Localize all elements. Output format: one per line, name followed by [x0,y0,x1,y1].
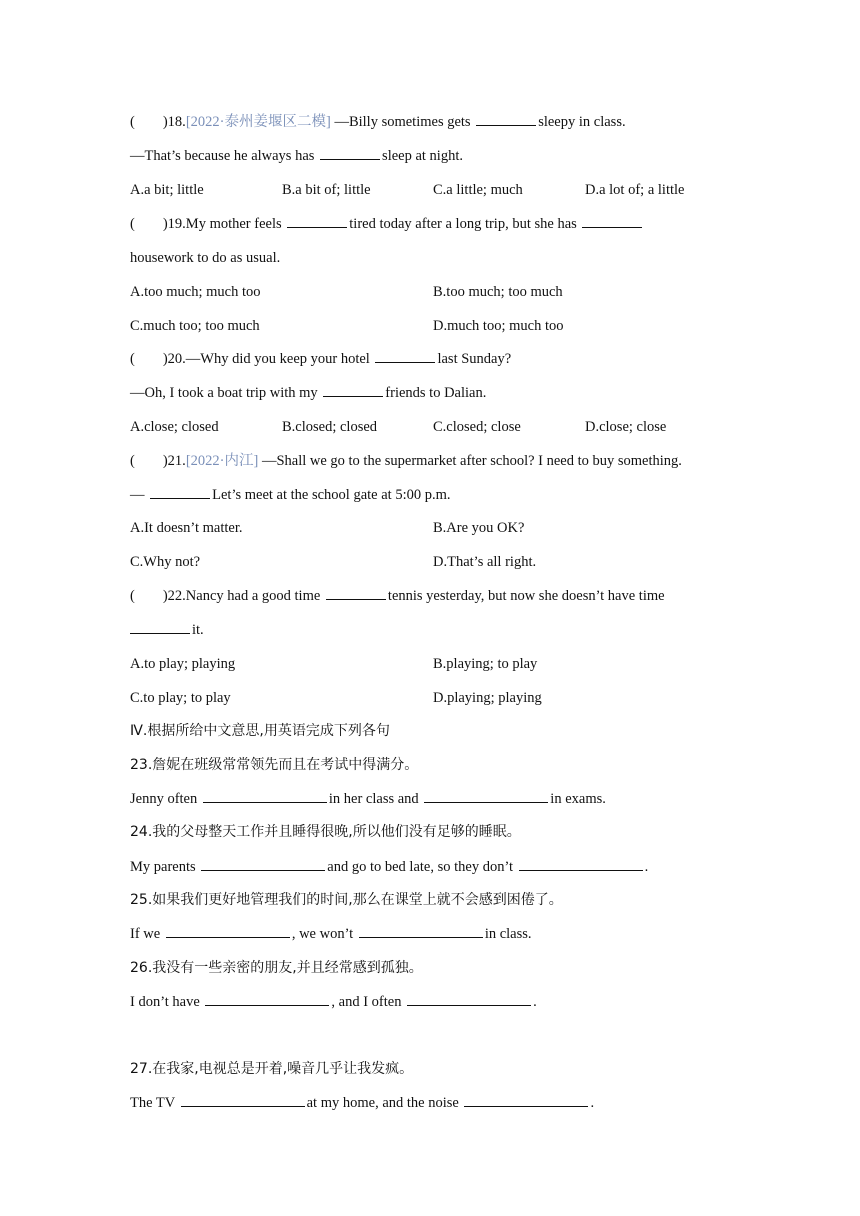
answer-paren: ( [130,216,135,232]
source-tag: [2022·泰州姜堰区二模] [185,114,331,130]
q19-option-b[interactable]: B.too much; too much [433,284,563,300]
blank[interactable] [582,215,642,228]
q25-chinese: 25.如果我们更好地管理我们的时间,那么在课堂上就不会感到困倦了。 [130,892,563,908]
q27-chinese: 27.在我家,电视总是开着,噪音几乎让我发疯。 [130,1061,414,1077]
q23-english: Jenny often in her class and in exams. [130,791,606,807]
blank[interactable] [130,621,190,634]
blank[interactable] [287,215,347,228]
q22-line2: it. [130,621,204,639]
blank[interactable] [166,925,290,938]
blank[interactable] [150,486,210,499]
q24-english: My parents and go to bed late, so they don’t . [130,859,649,875]
q21-line2: — Let’s meet at the school gate at 5:00 p.m. [130,487,451,503]
blank[interactable] [320,147,380,160]
q18-option-b[interactable]: B.a bit of; little [282,182,371,198]
q20-stem: ( )20.—Why did you keep your hotel last Sunday? [130,351,512,367]
q22-option-d[interactable]: D.playing; playing [433,690,542,706]
blank[interactable] [181,1094,305,1107]
blank[interactable] [205,993,329,1006]
blank[interactable] [323,384,383,397]
blank[interactable] [464,1094,588,1107]
q21-option-a[interactable]: A.It doesn’t matter. [130,520,243,536]
blank[interactable] [407,993,531,1006]
q19-stem: ( )19.My mother feels tired today after a long trip, but she has [130,215,644,233]
blank[interactable] [203,790,327,803]
q19-option-c[interactable]: C.much too; too much [130,318,260,334]
q18-option-c[interactable]: C.a little; much [433,182,523,198]
answer-paren: ( [130,114,135,130]
blank[interactable] [375,350,435,363]
q26-english: I don’t have , and I often . [130,994,537,1010]
q20-option-a[interactable]: A.close; closed [130,419,219,435]
q22-option-c[interactable]: C.to play; to play [130,690,231,706]
q18-option-a[interactable]: A.a bit; little [130,182,204,198]
section-title: Ⅳ.根据所给中文意思,用英语完成下列各句 [130,723,390,739]
q18-stem: ( )18.[2022·泰州姜堰区二模] —Billy sometimes gets sleepy in class. [130,114,626,130]
blank[interactable] [201,858,325,871]
q24-chinese: 24.我的父母整天工作并且睡得很晚,所以他们没有足够的睡眠。 [130,824,521,840]
q21-stem: ( )21.[2022·内江] —Shall we go to the supermarket after school? I need to buy something. [130,453,682,469]
answer-paren: ( [130,588,135,604]
q27-english: The TV at my home, and the noise . [130,1095,595,1111]
q19-option-a[interactable]: A.too much; much too [130,284,261,300]
blank[interactable] [476,113,536,126]
answer-paren: ( [130,351,135,367]
source-tag: [2022·内江] [185,453,259,469]
q22-stem: ( )22.Nancy had a good time tennis yesterday, but now she doesn’t have time [130,588,665,604]
q19-option-d[interactable]: D.much too; much too [433,318,564,334]
blank[interactable] [519,858,643,871]
q25-english: If we , we won’t in class. [130,926,532,942]
q18-line2: —That’s because he always has sleep at night. [130,148,463,164]
q20-option-b[interactable]: B.closed; closed [282,419,378,435]
answer-paren: ( [130,453,135,469]
q22-option-b[interactable]: B.playing; to play [433,656,538,672]
q18-option-d[interactable]: D.a lot of; a little [585,182,685,198]
q21-option-b[interactable]: B.Are you OK? [433,520,525,536]
blank[interactable] [359,925,483,938]
q20-line2: —Oh, I took a boat trip with my friends to Dalian. [130,385,487,401]
q19-line2: housework to do as usual. [130,250,281,266]
q21-option-d[interactable]: D.That’s all right. [433,554,537,570]
blank[interactable] [326,587,386,600]
q20-option-d[interactable]: D.close; close [585,419,667,435]
blank[interactable] [424,790,548,803]
q22-option-a[interactable]: A.to play; playing [130,656,236,672]
q26-chinese: 26.我没有一些亲密的朋友,并且经常感到孤独。 [130,960,423,976]
q21-option-c[interactable]: C.Why not? [130,554,201,570]
q23-chinese: 23.詹妮在班级常常领先而且在考试中得满分。 [130,757,419,773]
q20-option-c[interactable]: C.closed; close [433,419,521,435]
